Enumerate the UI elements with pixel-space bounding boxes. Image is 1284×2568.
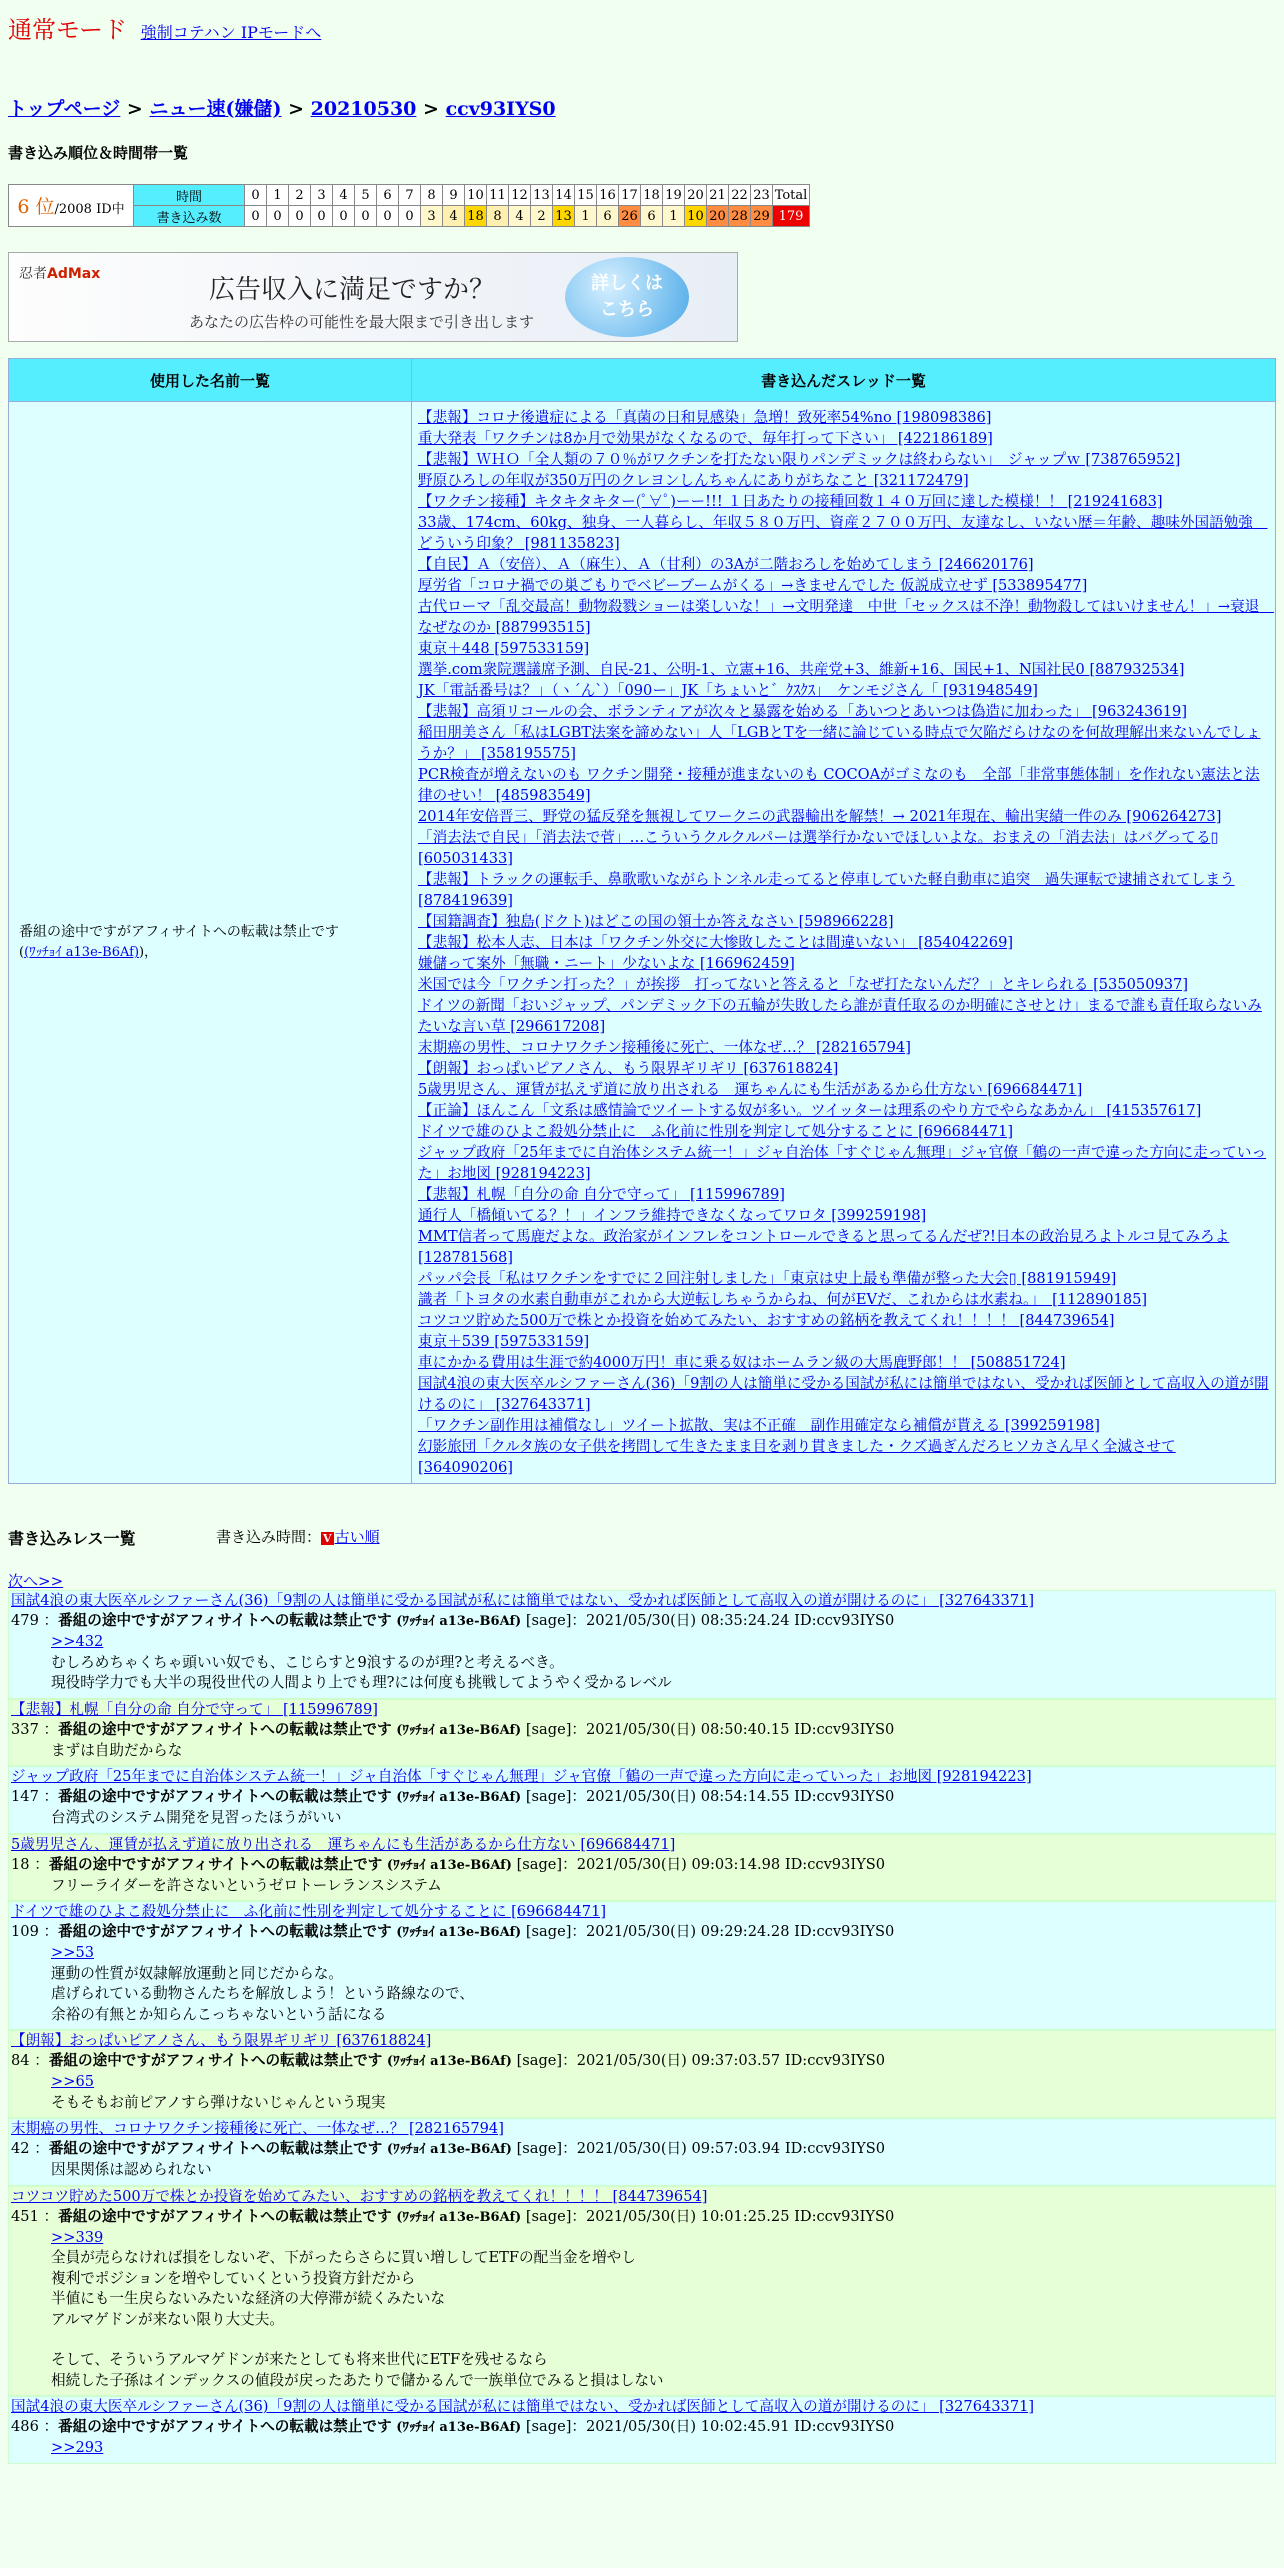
post-number: 486 (11, 2418, 39, 2435)
thread-link[interactable]: 【悲報】トラックの運転手、鼻歌歌いながらトンネル走ってると停車していた軽自動車に追突 過失運転で逮捕されてしまう [878419639] (418, 871, 1235, 909)
post-meta: [sage]：2021/05/30(日) 09:29:24.28 ID:ccv93IYS0 (525, 1923, 895, 1940)
post-line: 複利でポジションを増やしていくという投資方針だから (51, 2269, 416, 2287)
hour-cell: 3 (311, 185, 333, 206)
post-header: 84 ：番組の途中ですがアフィサイトへの転載は禁止です (ﾜｯﾁｮｲ a13e-B6Af) [sage]：2021/05/30(日) 09:37:03.57 ID:ccv93IYS0 (11, 2052, 886, 2069)
post-meta: [sage]：2021/05/30(日) 08:35:24.24 ID:ccv93IYS0 (525, 1612, 895, 1629)
post (8, 1590, 1276, 1699)
post (8, 2030, 1276, 2118)
post-name: 番組の途中ですがアフィサイトへの転載は禁止です (58, 2207, 392, 2225)
post-line: フリーライダーを許さないというゼロトーレランスシステム (51, 1876, 442, 1894)
count-cell: 3 (421, 206, 443, 227)
hour-cell: 17 (619, 185, 641, 206)
post-name: 番組の途中ですがアフィサイトへの転載は禁止です (58, 1612, 392, 1629)
hour-cell: 13 (531, 185, 553, 206)
post-thread-link[interactable]: 【朗報】おっぱいピアノさん、もう限界ギリギリ [637618824] (11, 2032, 432, 2049)
posts-section-title: 書き込みレス一覧 (8, 1529, 136, 1548)
thread-link[interactable]: 【ワクチン接種】キタキタキター(ﾟ∀ﾟ)ーー!!! １日あたりの接種回数１４０万回に達した模様！！ [219241683] (418, 493, 1163, 510)
post-line: 全員が売らなければ損をしないぞ、下がったらさらに買い増ししてETFの配当金を増やし (51, 2249, 636, 2266)
post-body (9, 1943, 1275, 2029)
poster-trip-link[interactable]: (ﾜｯﾁｮｲ a13e-B6Af) (24, 945, 140, 960)
count-cell: 0 (289, 206, 311, 227)
mode-header (8, 10, 321, 45)
post-line: むしろめちゃくちゃ頭いい奴でも、こじらすと9浪するのが理?と考えるべき。 (51, 1653, 564, 1671)
post-thread-link[interactable]: 【悲報】札幌「自分の命 自分で守って」 [115996789] (11, 1700, 378, 1718)
breadcrumb (8, 94, 556, 121)
hour-cell: 5 (355, 185, 377, 206)
thread-link[interactable]: 5歳男児さん、運賃が払えず道に放り出される 運ちゃんにも生活があるから仕方ない [696684471] (418, 1081, 1083, 1098)
hour-cell: 23 (751, 185, 773, 206)
hour-cell: 14 (553, 185, 575, 206)
post-trip: (ﾜｯﾁｮｲ a13e-B6Af) (396, 1790, 522, 1805)
names-cell (9, 402, 412, 1484)
hour-cell: 11 (487, 185, 509, 206)
breadcrumb-separator: > (423, 98, 439, 120)
post-header: 147 ：番組の途中ですがアフィサイトへの転載は禁止です (ﾜｯﾁｮｲ a13e-B6Af) [sage]：2021/05/30(日) 08:54:14.55 ID:ccv93IYS0 (11, 1788, 895, 1805)
post-trip: (ﾜｯﾁｮｲ a13e-B6Af) (386, 2142, 512, 2157)
hour-cell: 7 (399, 185, 421, 206)
hour-cell: 2 (289, 185, 311, 206)
post (8, 1699, 1276, 1767)
thread-link[interactable]: 【悲報】ＷＨＯ「全人類の７０％がワクチンを打たない限りパンデミックは終わらない」 ジャップｗ [738765952] (418, 451, 1181, 468)
thread-link[interactable]: 【正論】ほんこん「文系は感情論でツイートする奴が多い。ツイッターは理系のやり方でやらなあかん」 [415357617] (418, 1102, 1202, 1119)
thread-link[interactable]: 厚労省「コロナ禍での巣ごもりでベビーブームがくる」→きませんでした 仮説成立せず [533895477] (418, 577, 1088, 594)
post-thread-link[interactable]: ドイツで雄のひよこ殺処分禁止に ふ化前に性別を判定して処分することに [696684471] (11, 1903, 607, 1920)
thread-link[interactable]: 2014年安倍晋三、野党の猛反発を無視してワークニの武器輸出を解禁！→ 2021年現在、輸出実績一件のみ [906264273] (418, 808, 1222, 825)
thread-link[interactable]: JK「電話番号は？」（ヽ´ん`）「090ー」JK「ちょいと゛ｸｽｸｽ」 ケンモジさん「 [931948549] (418, 682, 1038, 699)
breadcrumb-separator: > (126, 98, 143, 120)
post-name: 番組の途中ですがアフィサイトへの転載は禁止です (48, 1855, 383, 1873)
hour-cell: 15 (575, 185, 597, 206)
hour-cell: 16 (597, 185, 619, 206)
post-line: そもそもお前ピアノすら弾けないじゃんという現実 (51, 2093, 386, 2111)
count-cell: 0 (267, 206, 289, 227)
post-header: 42 ：番組の途中ですがアフィサイトへの転載は禁止です (ﾜｯﾁｮｲ a13e-B6Af) [sage]：2021/05/30(日) 09:57:03.94 ID:ccv93IYS0 (11, 2140, 886, 2157)
thread-link[interactable]: 米国では今「ワクチン打った？」が挨拶 打ってないと答えると「なぜ打たないんだ？」とキレられる [535050937] (418, 976, 1189, 993)
hour-cell: 9 (443, 185, 465, 206)
post-line (51, 2330, 1275, 2350)
thread-link[interactable]: 幻影旅団「クルタ族の女子供を拷問して生きたまま目を剥り貫きました・クズ過ぎんだろヒソカさん早く全滅させて [364090206] (418, 1438, 1176, 1476)
post-line: 運動の性質が奴隷解放運動と同じだからな。 (51, 1964, 343, 1982)
thread-link[interactable]: 【朗報】おっぱいピアノさん、もう限界ギリギリ [637618824] (418, 1060, 839, 1077)
post-name: 番組の途中ですがアフィサイトへの転載は禁止です (58, 1923, 392, 1940)
count-cell: 18 (465, 206, 487, 227)
count-cell: 26 (619, 206, 641, 227)
hourly-ranking-table (8, 184, 810, 227)
post-line: 台湾式のシステム開発を見習ったほうがいい (51, 1809, 342, 1826)
post-body (9, 1808, 1275, 1833)
thread-link[interactable]: 車にかかる費用は生涯で約4000万円！車に乗る奴はホームラン級の大馬鹿野郎！！ [508851724] (418, 1354, 1066, 1371)
post-name: 番組の途中ですがアフィサイトへの転載は禁止です (58, 1788, 392, 1805)
breadcrumb-separator: > (288, 98, 304, 120)
hour-cell: 19 (663, 185, 685, 206)
post-number: 109 (11, 1923, 39, 1940)
post-body (9, 2072, 1275, 2117)
count-cell: 0 (311, 206, 333, 227)
ad-subtext: あなたの広告枠の可能性を最大限まで引き出します (189, 313, 535, 331)
thread-link[interactable]: 【悲報】札幌「自分の命 自分で守って」 [115996789] (418, 1186, 785, 1203)
breadcrumb-top[interactable]: トップページ (8, 98, 121, 120)
post-header: 18 ：番組の途中ですがアフィサイトへの転載は禁止です (ﾜｯﾁｮｲ a13e-B6Af) [sage]：2021/05/30(日) 09:03:14.98 ID:ccv93IYS0 (11, 1855, 886, 1873)
post-meta: [sage]：2021/05/30(日) 08:50:40.15 ID:ccv93IYS0 (525, 1720, 895, 1738)
post-trip: (ﾜｯﾁｮｲ a13e-B6Af) (396, 1614, 522, 1629)
post-body (9, 1632, 1275, 1698)
post-line: まずは自助だからな (51, 1741, 183, 1759)
ranking-title: 書き込み順位＆時間帯一覧 (8, 144, 189, 162)
post-thread-link[interactable]: 国試4浪の東大医卒ルシファーさん(36)「9割の人は簡単に受かる国試が私には簡単ではない、受かれば医師として高収入の道が開けるのに」 [327643371] (11, 1592, 1035, 1609)
post-line: 半値にも一生戻らないみたいな経済の大停滞が続くみたいな (51, 2290, 446, 2307)
count-cell: 2 (531, 206, 553, 227)
rank-cell (9, 185, 134, 227)
count-cell: 28 (729, 206, 751, 227)
count-cell: 20 (707, 206, 729, 227)
post (8, 1766, 1276, 1834)
post (8, 2118, 1276, 2186)
post-meta: [sage]：2021/05/30(日) 10:02:45.91 ID:ccv93IYS0 (525, 2418, 895, 2435)
rank-total-ids: /2008 ID中 (54, 202, 125, 217)
rank-value: 6 位 (17, 196, 55, 218)
post-body (9, 2160, 1275, 2185)
count-cell: 0 (333, 206, 355, 227)
post (8, 1901, 1276, 2030)
post-name: 番組の途中ですがアフィサイトへの転載は禁止です (48, 2052, 383, 2069)
poster-name: 番組の途中ですがアフィサイトへの転載は禁止です (19, 924, 339, 940)
count-label: 書き込み数 (134, 206, 245, 227)
post-anchor-link[interactable]: >>65 (51, 2073, 95, 2090)
thread-link[interactable]: 「消去法で自民」「消去法で菅」…こういうクルクルパーは選挙行かないでほしいよな。おまえの「消去法」はバグってる▯ [605031433] (418, 829, 1219, 867)
thread-link[interactable]: 野原ひろしの年収が350万円のクレヨンしんちゃんにありがちなこと [321172479] (418, 472, 969, 489)
thread-link[interactable]: PCR検査が増えないのも ワクチン開発・接種が進まないのも COCOAがゴミなのも 全部「非常事態体制」を作れない憲法と法律のせい！ [485983549] (418, 766, 1260, 804)
thread-link[interactable]: 選挙.com衆院選議席予測、自民-21、公明-1、立憲+16、共産党+3、維新+16、国民+1、N国社民0 [887932534] (418, 661, 1185, 678)
post-anchor-link[interactable]: >>293 (51, 2439, 104, 2456)
thread-link[interactable]: 通行人「橋傾いてる？！」インフラ維持できなくなってワロタ [399259198] (418, 1207, 927, 1224)
total-label: Total (773, 185, 810, 206)
posts-sort-control (216, 1526, 380, 1547)
breadcrumb-id[interactable]: ccv93IYS0 (445, 98, 556, 120)
count-cell: 8 (487, 206, 509, 227)
count-cell: 6 (597, 206, 619, 227)
post-trip: (ﾜｯﾁｮｲ a13e-B6Af) (386, 2054, 512, 2069)
post-thread-link[interactable]: コツコツ貯めた500万で株とか投資を始めてみたい、おすすめの銘柄を教えてくれ！！！！ [844739654] (11, 2187, 708, 2205)
hour-cell: 22 (729, 185, 751, 206)
post-thread-link[interactable]: 5歳男児さん、運賃が払えず道に放り出される 運ちゃんにも生活があるから仕方ない [696684471] (11, 1835, 676, 1853)
post-meta: [sage]：2021/05/30(日) 09:03:14.98 ID:ccv93IYS0 (516, 1855, 886, 1873)
ad-logo-main: AdMax (47, 266, 101, 282)
post-trip: (ﾜｯﾁｮｲ a13e-B6Af) (396, 1722, 522, 1738)
post-trip: (ﾜｯﾁｮｲ a13e-B6Af) (396, 2209, 522, 2225)
count-cell: 1 (663, 206, 685, 227)
hour-cell: 1 (267, 185, 289, 206)
hour-cell: 21 (707, 185, 729, 206)
post-name: 番組の途中ですがアフィサイトへの転載は禁止です (48, 2140, 383, 2157)
post-header: 479 ：番組の途中ですがアフィサイトへの転載は禁止です (ﾜｯﾁｮｲ a13e-B6Af) [sage]：2021/05/30(日) 08:35:24.24 ID:ccv93IYS0 (11, 1612, 895, 1629)
ad-logo (19, 263, 100, 283)
ad-details-button[interactable]: 詳しくは こちら (565, 257, 689, 337)
thread-link[interactable]: コツコツ貯めた500万で株とか投資を始めてみたい、おすすめの銘柄を教えてくれ！！！！ [844739654] (418, 1312, 1115, 1329)
total-count: 179 (773, 206, 810, 227)
thread-link[interactable]: ジャップ政府「25年までに自治体システム統一！」ジャ自治体「すぐじゃん無理」ジャ官僚「鶴の一声で違った方向に走っていった」お地図 [928194223] (418, 1144, 1267, 1182)
posts-list (8, 1590, 1276, 2464)
count-cell: 1 (575, 206, 597, 227)
count-cell: 4 (443, 206, 465, 227)
post (8, 2396, 1276, 2464)
thread-link[interactable]: ドイツで雄のひよこ殺処分禁止に ふ化前に性別を判定して処分することに [696684471] (418, 1123, 1014, 1140)
post-body (9, 1876, 1275, 1901)
thread-link[interactable]: 【悲報】高須リコールの会、ボランティアが次々と暴露を始める「あいつとあいつは偽造に加わった」 [963243619] (418, 703, 1188, 720)
post-meta: [sage]：2021/05/30(日) 09:37:03.57 ID:ccv93IYS0 (516, 2052, 886, 2069)
hour-cell: 20 (685, 185, 707, 206)
poster-trip-wrap: ((ﾜｯﾁｮｲ a13e-B6Af))， (19, 945, 158, 960)
post-number: 479 (11, 1612, 39, 1629)
thread-link[interactable]: 国試4浪の東大医卒ルシファーさん(36)「9割の人は簡単に受かる国試が私には簡単ではない、受かれば医師として高収入の道が開けるのに」 [327643371] (418, 1375, 1269, 1413)
thread-link[interactable]: 「ワクチン副作用は補償なし」ツイート拡散、実は不正確 副作用確定なら補償が貰える [399259198] (418, 1417, 1100, 1434)
thread-link[interactable]: 東京＋539 [597533159] (418, 1333, 590, 1350)
time-label: 時間 (134, 185, 245, 206)
thread-link[interactable]: 【悲報】松本人志、日本は「ワクチン外交に大惨敗したことは間違いない」 [854042269] (418, 934, 1014, 951)
post-line: そして、そういうアルマゲドンが来たとしても将来世代にETFを残せるなら (51, 2351, 548, 2368)
post-line: 虐げられている動物さんたちを解放しよう！という路線なので、 (51, 1985, 474, 2002)
sort-oldest-link[interactable]: 古い順 (334, 1528, 380, 1546)
post-body (9, 1741, 1275, 1766)
post-trip: (ﾜｯﾁｮｲ a13e-B6Af) (396, 2420, 522, 2435)
thread-link[interactable]: 末期癌の男性、コロナワクチン接種後に死亡、一体なぜ…？ [282165794] (418, 1039, 911, 1056)
thread-list (412, 402, 1276, 1484)
post-header: 337 ：番組の途中ですがアフィサイトへの転載は禁止です (ﾜｯﾁｮｲ a13e-B6Af) [sage]：2021/05/30(日) 08:50:40.15 ID:ccv93IYS0 (11, 1720, 895, 1738)
ad-headline: 広告収入に満足ですか？ (209, 275, 496, 305)
post-anchor-link[interactable]: >>432 (51, 1633, 104, 1650)
post-anchor-link[interactable]: >>339 (51, 2228, 104, 2246)
post-meta: [sage]：2021/05/30(日) 09:57:03.94 ID:ccv93IYS0 (516, 2140, 886, 2157)
post-meta: [sage]：2021/05/30(日) 08:54:14.55 ID:ccv93IYS0 (525, 1788, 895, 1805)
thread-link[interactable]: 【国籍調査】独島(ドクト)はどこの国の領土か答えなさい [598966228] (418, 913, 894, 930)
thread-link[interactable]: MMT信者って馬鹿だよな。政治家がインフレをコントロールできると思ってるんだぜ?!日本の政治見ろよトルコ見てみろよ [128781568] (418, 1228, 1230, 1266)
post-line: 相続した子孫はインデックスの値段が戻ったあたりで儲かるんで一族単位でみると損はしない (51, 2371, 664, 2389)
post-line: 現役時学力でも大半の現役世代の人間より上でも理?には何度も挑戦してようやく受かるレベル (51, 1674, 672, 1691)
hour-cell: 10 (465, 185, 487, 206)
hour-cell: 6 (377, 185, 399, 206)
post (8, 2186, 1276, 2397)
post-line: 因果関係は認められない (51, 2161, 212, 2178)
thread-link[interactable]: 東京＋448 [597533159] (418, 640, 590, 657)
hour-cell: 0 (245, 185, 267, 206)
post-body (9, 2228, 1275, 2396)
post-number: 42 (11, 2140, 30, 2157)
post-thread-link[interactable]: 末期癌の男性、コロナワクチン接種後に死亡、一体なぜ…？ [282165794] (11, 2120, 504, 2137)
hour-cell: 8 (421, 185, 443, 206)
breadcrumb-board[interactable]: ニュー速(嫌儲) (149, 98, 282, 120)
post-header: 486 ：番組の途中ですがアフィサイトへの転載は禁止です (ﾜｯﾁｮｲ a13e-B6Af) [sage]：2021/05/30(日) 10:02:45.91 ID:ccv93IYS0 (11, 2418, 895, 2435)
count-cell: 0 (377, 206, 399, 227)
next-page-link[interactable]: 次へ>> (8, 1572, 64, 1590)
post-meta: [sage]：2021/05/30(日) 10:01:25.25 ID:ccv93IYS0 (525, 2207, 895, 2225)
names-column-header: 使用した名前一覧 (9, 359, 412, 402)
post-number: 147 (11, 1788, 39, 1805)
post-thread-link[interactable]: ジャップ政府「25年までに自治体システム統一！」ジャ自治体「すぐじゃん無理」ジャ官僚「鶴の一声で違った方向に走っていった」お地図 [928194223] (11, 1768, 1032, 1785)
post-number: 18 (11, 1855, 30, 1873)
post-body (9, 2438, 1275, 2463)
post (8, 1834, 1276, 1902)
thread-link[interactable]: 嫌儲って案外「無職・ニート」少ないよな [166962459] (418, 955, 795, 972)
count-cell: 29 (751, 206, 773, 227)
count-cell: 10 (685, 206, 707, 227)
ad-logo-prefix: 忍者 (19, 266, 47, 282)
thread-link[interactable]: パッパ会長「私はワクチンをすでに２回注射しました」「東京は史上最も準備が整った大会▯ [881915949] (418, 1270, 1117, 1287)
post-header: 451 ：番組の途中ですがアフィサイトへの転載は禁止です (ﾜｯﾁｮｲ a13e-B6Af) [sage]：2021/05/30(日) 10:01:25.25 ID:ccv93IYS0 (11, 2207, 895, 2225)
breadcrumb-date[interactable]: 20210530 (310, 98, 417, 120)
post-trip: (ﾜｯﾁｮｲ a13e-B6Af) (396, 1925, 522, 1940)
post-name: 番組の途中ですがアフィサイトへの転載は禁止です (58, 2418, 392, 2435)
hour-cell: 12 (509, 185, 531, 206)
post-number: 337 (11, 1720, 39, 1738)
sort-v-icon: V (323, 1532, 332, 1545)
post-line: アルマゲドンが来ない限り大丈夫。 (51, 2310, 284, 2328)
post-trip: (ﾜｯﾁｮｲ a13e-B6Af) (386, 1857, 512, 1873)
thread-link[interactable]: 33歳、174cm、60kg、独身、一人暮らし、年収５８０万円、資産２７００万円、友達なし、いない歴＝年齢、趣味外国語勉強 どういう印象？ [981135823] (418, 514, 1268, 552)
post-header: 109 ：番組の途中ですがアフィサイトへの転載は禁止です (ﾜｯﾁｮｲ a13e-B6Af) [sage]：2021/05/30(日) 09:29:24.28 ID:ccv93IYS0 (11, 1923, 895, 1940)
post-thread-link[interactable]: 国試4浪の東大医卒ルシファーさん(36)「9割の人は簡単に受かる国試が私には簡単ではない、受かれば医師として高収入の道が開けるのに」 [327643371] (11, 2398, 1035, 2415)
ad-banner[interactable] (8, 252, 738, 342)
thread-link[interactable]: 重大発表「ワクチンは8か月で効果がなくなるので、毎年打って下さい」 [422186189] (418, 430, 993, 447)
thread-link[interactable]: 識者「トヨタの水素自動車がこれから大逆転しちゃうからね、何がEVだ、これからは水素ね。」 [112890185] (418, 1291, 1148, 1308)
hour-cell: 18 (641, 185, 663, 206)
post-number: 84 (11, 2052, 30, 2069)
post-line: 余裕の有無とか知らんこっちゃないという話になる (51, 2005, 387, 2023)
count-cell: 4 (509, 206, 531, 227)
forced-name-ip-mode-link[interactable]: 強制コテハン IPモードへ (140, 23, 322, 42)
mode-title: 通常モード (8, 16, 128, 44)
thread-link[interactable]: 【自民】Ａ（安倍）、Ａ（麻生）、Ａ（甘利）の3Aが二階おろしを始めてしまう [246620176] (418, 556, 1034, 573)
summary-table (8, 358, 1276, 1484)
post-name: 番組の途中ですがアフィサイトへの転載は禁止です (58, 1720, 392, 1738)
count-cell: 13 (553, 206, 575, 227)
thread-link[interactable]: 【悲報】コロナ後遺症による「真菌の日和見感染」急増！致死率54%no [198098386] (418, 409, 992, 426)
thread-link[interactable]: 古代ローマ「乱交最高！動物殺戮ショーは楽しいな！」→文明発達 中世「セックスは不浄！動物殺してはいけません！」→衰退 なぜなのか [887993515] (418, 598, 1274, 636)
sort-time-label: 書き込み時間： (216, 1528, 322, 1546)
count-cell: 0 (399, 206, 421, 227)
count-cell: 6 (641, 206, 663, 227)
threads-column-header: 書き込んだスレッド一覧 (412, 359, 1276, 402)
post-number: 451 (11, 2207, 39, 2225)
thread-link[interactable]: 稲田朋美さん「私はLGBT法案を諦めない」人「LGBとTを一緒に論じている時点で欠陥だらけなのを何故理解出来ないんでしょうか？」 [358195575] (418, 724, 1261, 762)
count-cell: 0 (355, 206, 377, 227)
hour-cell: 4 (333, 185, 355, 206)
thread-link[interactable]: ドイツの新聞「おいジャップ、パンデミック下の五輪が失敗したら誰が責任取るのか明確にさせとけ」まるで誰も責任取らないみたいな言い草 [296617208] (418, 997, 1262, 1035)
post-anchor-link[interactable]: >>53 (51, 1944, 95, 1961)
count-cell: 0 (245, 206, 267, 227)
